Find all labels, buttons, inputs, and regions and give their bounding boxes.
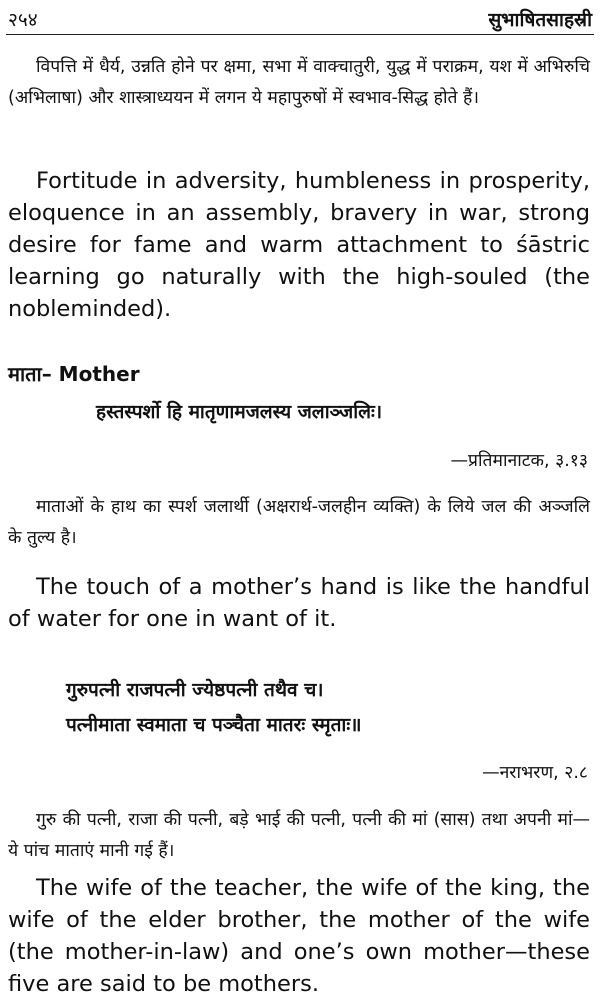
para1-english: Fortitude in adversity, humbleness in prosperity, eloquence in an assembly, bravery in war, strong desire for fame and warm attachment to śāstric learning go naturally with the high-souled (the nobleminded).	[8, 168, 590, 322]
para1-hindi-block	[8, 52, 590, 114]
para1-english-block	[8, 165, 590, 325]
verse2-english-block	[8, 872, 590, 1000]
verse1-line1: हस्तस्पर्शो हि मातृणामजलस्य जलाञ्जलिः।	[96, 401, 383, 423]
verse2-hindi-block	[8, 805, 590, 867]
running-title: सुभाषितसाहस्री	[488, 9, 592, 31]
verse1-english-block	[8, 571, 590, 635]
verse2-line2: पत्नीमाता स्वमाता च पञ्चैता मातरः स्मृताः॥	[66, 714, 362, 736]
header-rule	[6, 34, 594, 35]
verse2-source: —नराभरण, २.८	[482, 763, 588, 783]
verse1-hindi: माताओं के हाथ का स्पर्श जलार्थी (अक्षरार्थ-जलहीन व्यक्ति) के लिये जल की अञ्जलि के तुल्य है।	[8, 497, 590, 548]
page-header	[8, 4, 592, 34]
verse1-source: —प्रतिमानाटक, ३.१३	[450, 451, 588, 471]
verse1-hindi-block	[8, 492, 590, 554]
verse2-english: The wife of the teacher, the wife of the king, the wife of the elder brother, the mother of the wife (the mother-in-law) and one’s own mother—these five are said to be mothers.	[8, 875, 590, 997]
para1-hindi: विपत्ति में धैर्य, उन्नति होने पर क्षमा, सभा में वाक्चातुरी, युद्ध में पराक्रम, यश में अभिरुचि (अभिलाषा) और शास्त्राध्ययन में लगन ये महापुरुषों में स्वभाव-सिद्ध होते हैं।	[8, 57, 590, 108]
verse1-english: The touch of a mother’s hand is like the handful of water for one in want of it.	[8, 574, 590, 632]
page-number: २५४	[8, 9, 38, 31]
verse2-line1: गुरुपत्नी राजपत्नी ज्येष्ठपत्नी तथैव च।	[66, 679, 324, 701]
section-heading: माता– Mother	[8, 362, 140, 386]
verse2-hindi: गुरु की पत्नी, राजा की पत्नी, बड़े भाई की पत्नी, पत्नी की मां (सास) तथा अपनी मां— ये पांच माताएं मानी गई हैं।	[8, 810, 590, 861]
